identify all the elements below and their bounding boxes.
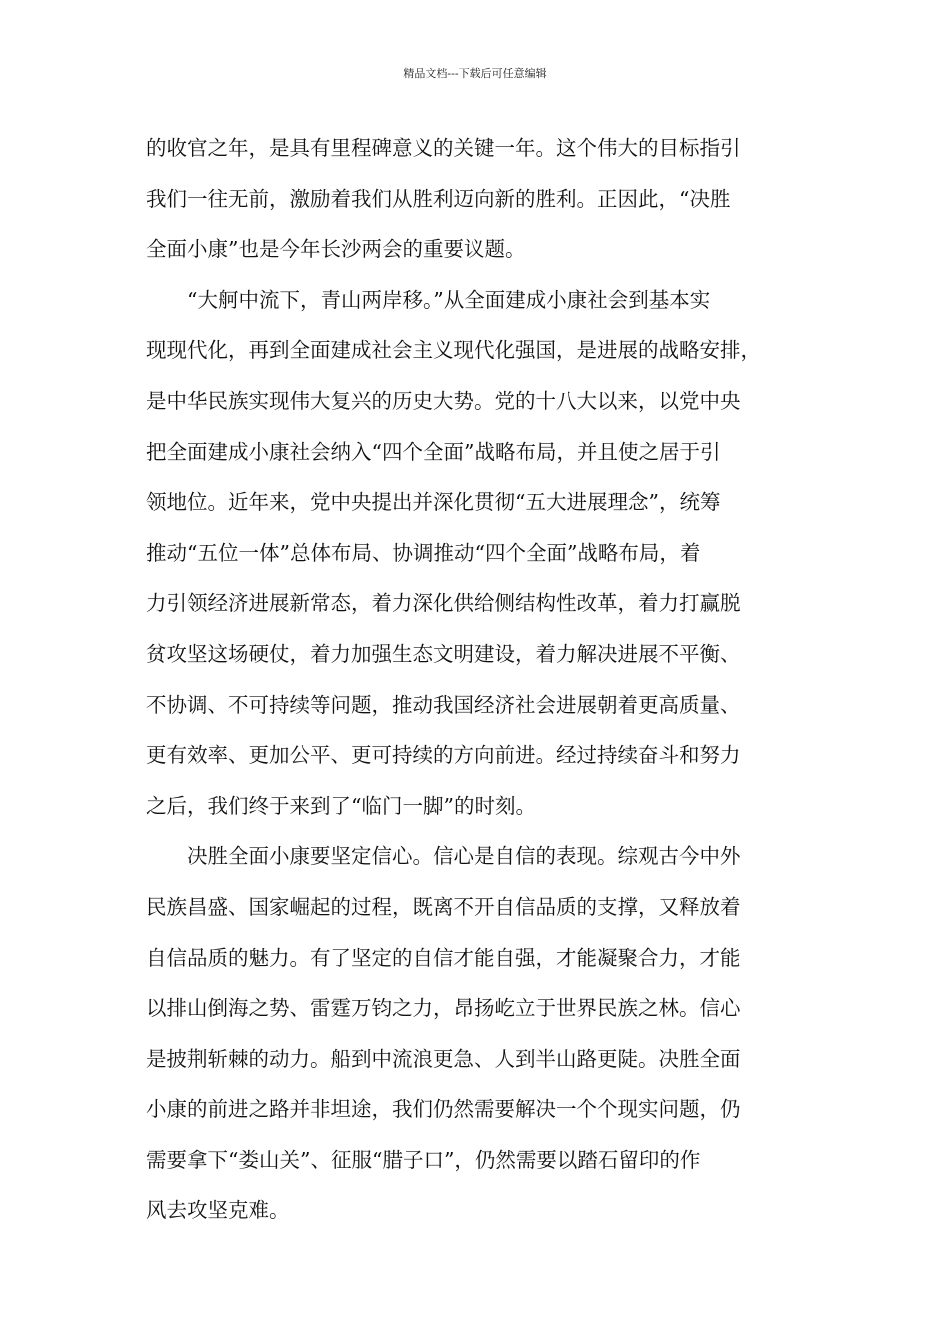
text-line: 自信品质的魅力。有了坚定的自信才能自强，才能凝聚合力，才能 — [146, 945, 741, 970]
text-line: 推动“五位一体”总体布局、协调推动“四个全面”战略布局，着 — [146, 540, 701, 565]
text-line: 贫攻坚这场硬仗，着力加强生态文明建设，着力解决进展不平衡、 — [146, 641, 741, 666]
text-line: 民族昌盛、国家崛起的过程，既离不开自信品质的支撑，又释放着 — [146, 894, 741, 919]
text-line: 是披荆斩棘的动力。船到中流浪更急、人到半山路更陡。决胜全面 — [146, 1046, 741, 1071]
text-line: 全面小康”也是今年长沙两会的重要议题。 — [146, 237, 526, 262]
paragraph-2 — [146, 275, 806, 832]
paragraph-1 — [146, 123, 806, 275]
document-body — [146, 123, 806, 1236]
paragraph-3 — [146, 831, 806, 1236]
text-line: 以排山倒海之势、雷霆万钧之力，昂扬屹立于世界民族之林。信心 — [146, 996, 741, 1021]
text-line: 把全面建成小康社会纳入“四个全面”战略布局，并且使之居于引 — [146, 439, 721, 464]
page-header: 精品文档---下载后可任意编辑 — [403, 67, 547, 80]
text-line: 风去攻坚克难。 — [146, 1198, 290, 1223]
text-line: 决胜全面小康要坚定信心。信心是自信的表现。综观古今中外 — [187, 844, 741, 869]
text-line: 不协调、不可持续等问题，推动我国经济社会进展朝着更高质量、 — [146, 692, 741, 717]
text-line: 我们一往无前，激励着我们从胜利迈向新的胜利。正因此，“决胜 — [146, 186, 731, 211]
text-line: 力引领经济进展新常态，着力深化供给侧结构性改革，着力打赢脱 — [146, 591, 741, 616]
text-line: 需要拿下“娄山关”、征服“腊子口”，仍然需要以踏石留印的作 — [146, 1147, 701, 1172]
text-line: 之后，我们终于来到了“临门一脚”的时刻。 — [146, 793, 536, 818]
text-line: 小康的前进之路并非坦途，我们仍然需要解决一个个现实问题，仍 — [146, 1097, 741, 1122]
text-line: 的收官之年，是具有里程碑意义的关键一年。这个伟大的目标指引 — [146, 136, 741, 160]
text-line: 是中华民族实现伟大复兴的历史大势。党的十八大以来，以党中央 — [146, 388, 741, 413]
text-line: 现现代化，再到全面建成社会主义现代化强国，是进展的战略安排， — [146, 338, 761, 363]
text-line: 领地位。近年来，党中央提出并深化贯彻“五大进展理念”，统筹 — [146, 490, 721, 515]
text-line: “大舸中流下，青山两岸移。”从全面建成小康社会到基本实 — [187, 287, 711, 312]
text-line: 更有效率、更加公平、更可持续的方向前进。经过持续奋斗和努力 — [146, 743, 741, 768]
